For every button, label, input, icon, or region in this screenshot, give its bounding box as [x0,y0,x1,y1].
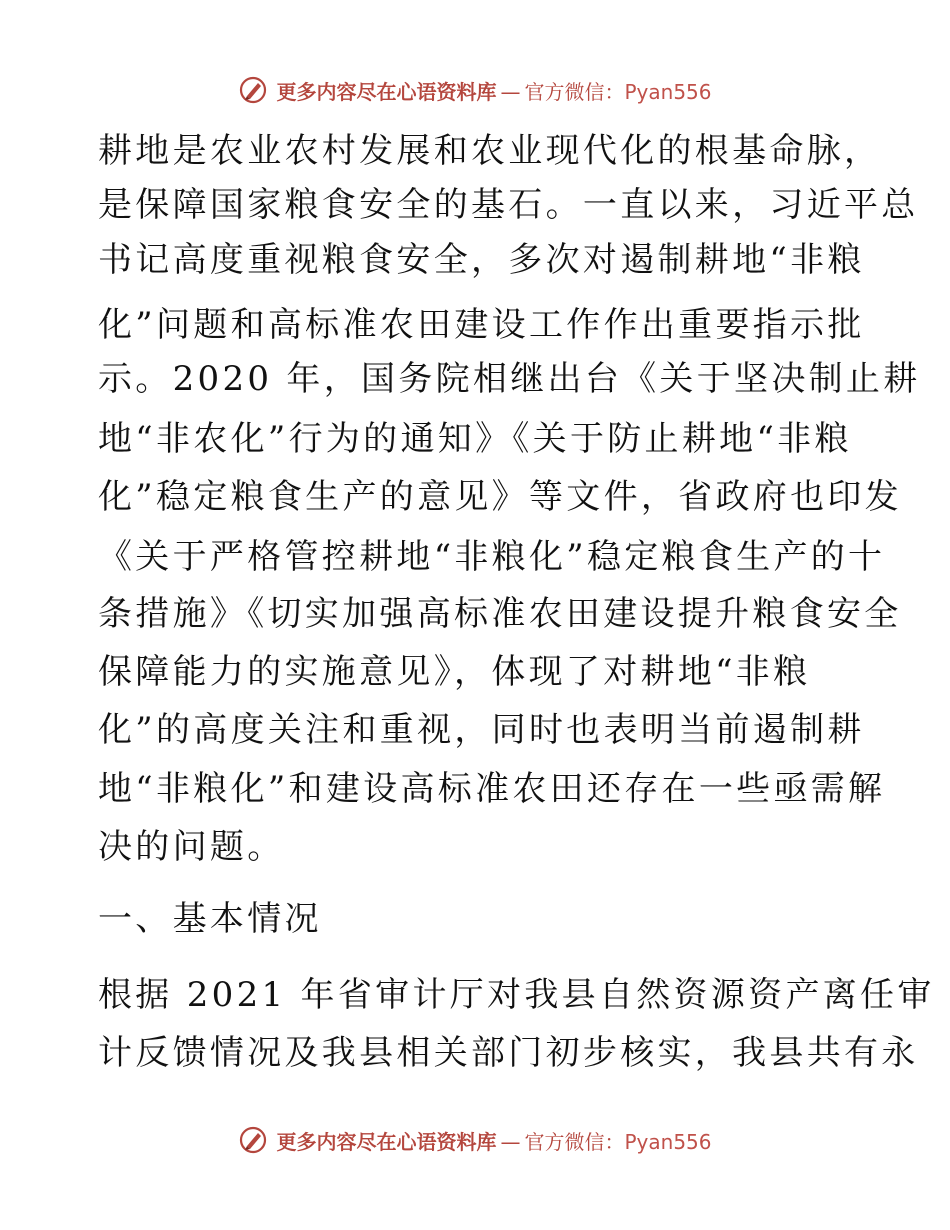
section-heading: 一、基本情况 [98,899,322,939]
paragraph-line: 条措施》《切实加强高标准农田建设提升粮食安全 [98,594,902,634]
watermark-wechat-id: Pyan556 [624,79,712,104]
watermark-text: 更多内容尽在心语资料库 [276,79,497,104]
paragraph-line: 化”问题和高标准农田建设工作作出重要指示批 [98,305,865,345]
watermark-wechat-label: 官方微信： [524,1129,625,1154]
paragraph-line: 决的问题。 [98,827,285,867]
paragraph-line: 计反馈情况及我县相关部门初步核实，我县共有永 [98,1033,919,1073]
paragraph-line: 地“非农化”行为的通知》《关于防止耕地“非粮 [98,419,852,459]
watermark-wechat-label: 官方微信： [524,79,625,104]
paragraph-line: 化”的高度关注和重视，同时也表明当前遏制耕 [98,710,865,750]
paragraph-line: 耕地是农业农村发展和农业现代化的根基命脉， [98,131,882,171]
pen-logo-icon [238,75,268,105]
watermark-wechat-id: Pyan556 [624,1129,712,1154]
pen-logo-icon [238,1125,268,1155]
paragraph-line: 《关于严格管控耕地“非粮化”稳定粮食生产的十 [98,537,886,577]
paragraph-line: 化”稳定粮食生产的意见》等文件，省政府也印发 [98,477,902,517]
watermark-separator: — [500,1129,521,1154]
watermark-header [0,70,950,110]
paragraph-line: 是保障国家粮食安全的基石。一直以来，习近平总 [98,185,919,225]
watermark-text: 更多内容尽在心语资料库 [276,1129,497,1154]
paragraph-line: 根据 2021 年省审计厅对我县自然资源资产离任审 [98,975,935,1015]
paragraph-line: 示。2020 年，国务院相继出台《关于坚决制止耕 [98,359,921,399]
paragraph-line: 书记高度重视粮食安全，多次对遏制耕地“非粮 [98,240,865,280]
watermark-footer [0,1120,950,1160]
watermark-separator: — [500,79,521,104]
paragraph-line: 地“非粮化”和建设高标准农田还存在一些亟需解 [98,769,886,809]
watermark-text-group [276,76,711,105]
watermark-text-group [276,1126,711,1155]
paragraph-line: 保障能力的实施意见》，体现了对耕地“非粮 [98,652,811,692]
